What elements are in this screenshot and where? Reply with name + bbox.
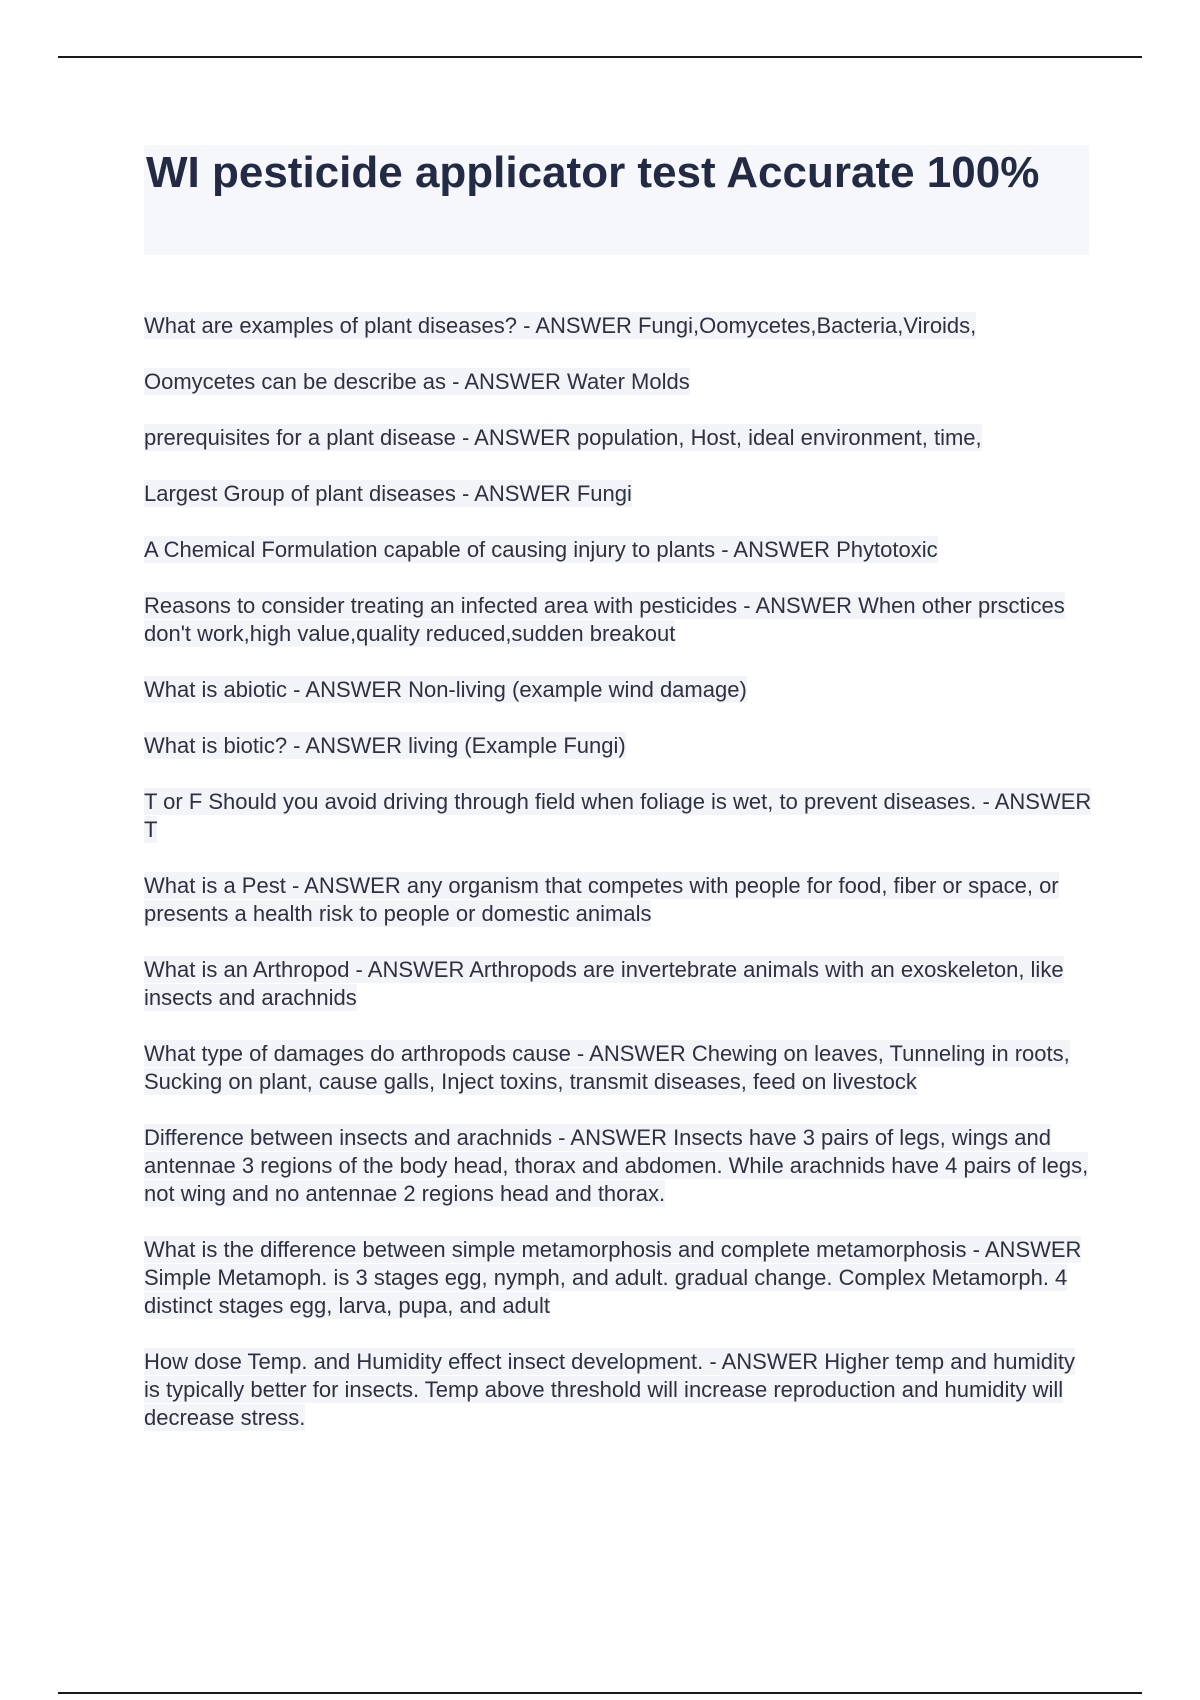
qa-text: Difference between insects and arachnids - ANSWER Insects have 3 pairs of legs, wings and antennae 3 regions of the body head, thorax and abdomen. While arachnids have 4 pairs of legs, not wing and no antennae 2 regions head and thorax. bbox=[144, 1125, 1089, 1206]
qa-item bbox=[144, 1040, 1094, 1096]
qa-item bbox=[144, 1124, 1094, 1208]
qa-text: A Chemical Formulation capable of causing injury to plants - ANSWER Phytotoxic bbox=[144, 537, 938, 562]
qa-text: Oomycetes can be describe as - ANSWER Water Molds bbox=[144, 369, 690, 394]
qa-text: T or F Should you avoid driving through field when foliage is wet, to prevent diseases. - ANSWER T bbox=[144, 789, 1092, 842]
qa-item bbox=[144, 480, 1094, 508]
qa-text: What is abiotic - ANSWER Non-living (example wind damage) bbox=[144, 677, 747, 702]
qa-text: prerequisites for a plant disease - ANSWER population, Host, ideal environment, time, bbox=[144, 425, 982, 450]
qa-text: What is a Pest - ANSWER any organism that competes with people for food, fiber or space, or presents a health risk to people or domestic animals bbox=[144, 873, 1059, 926]
qa-item bbox=[144, 676, 1094, 704]
qa-text: Largest Group of plant diseases - ANSWER Fungi bbox=[144, 481, 632, 506]
title-block bbox=[144, 145, 1089, 255]
qa-text: What is biotic? - ANSWER living (Example Fungi) bbox=[144, 733, 626, 758]
qa-item bbox=[144, 424, 1094, 452]
qa-text: What are examples of plant diseases? - ANSWER Fungi,Oomycetes,Bacteria,Viroids, bbox=[144, 313, 977, 338]
qa-item bbox=[144, 592, 1094, 648]
qa-item bbox=[144, 312, 1094, 340]
qa-text: Reasons to consider treating an infected area with pesticides - ANSWER When other prsctices don't work,high value,quality reduced,sudden breakout bbox=[144, 593, 1065, 646]
qa-text: What is an Arthropod - ANSWER Arthropods are invertebrate animals with an exoskeleton, like insects and arachnids bbox=[144, 957, 1064, 1010]
qa-item bbox=[144, 956, 1094, 1012]
qa-item bbox=[144, 1236, 1094, 1320]
qa-list bbox=[144, 312, 1094, 1460]
qa-item bbox=[144, 788, 1094, 844]
qa-text: How dose Temp. and Humidity effect insect development. - ANSWER Higher temp and humidity is typically better for insects. Temp above threshold will increase reproduction and humidity will decrease stress. bbox=[144, 1349, 1075, 1430]
footer-rule bbox=[58, 1692, 1142, 1694]
qa-text: What is the difference between simple metamorphosis and complete metamorphosis - ANSWER Simple Metamoph. is 3 stages egg, nymph, and adult. gradual change. Complex Metamorph. 4 distinct stages egg, larva, pupa, and adult bbox=[144, 1237, 1082, 1318]
qa-item bbox=[144, 732, 1094, 760]
qa-item bbox=[144, 536, 1094, 564]
qa-item bbox=[144, 872, 1094, 928]
qa-text: What type of damages do arthropods cause - ANSWER Chewing on leaves, Tunneling in roots, Sucking on plant, cause galls, Inject toxins, transmit diseases, feed on livestock bbox=[144, 1041, 1070, 1094]
qa-item bbox=[144, 1348, 1094, 1432]
document-title: WI pesticide applicator test Accurate 100% bbox=[146, 148, 1040, 197]
header-rule bbox=[58, 56, 1142, 58]
qa-item bbox=[144, 368, 1094, 396]
